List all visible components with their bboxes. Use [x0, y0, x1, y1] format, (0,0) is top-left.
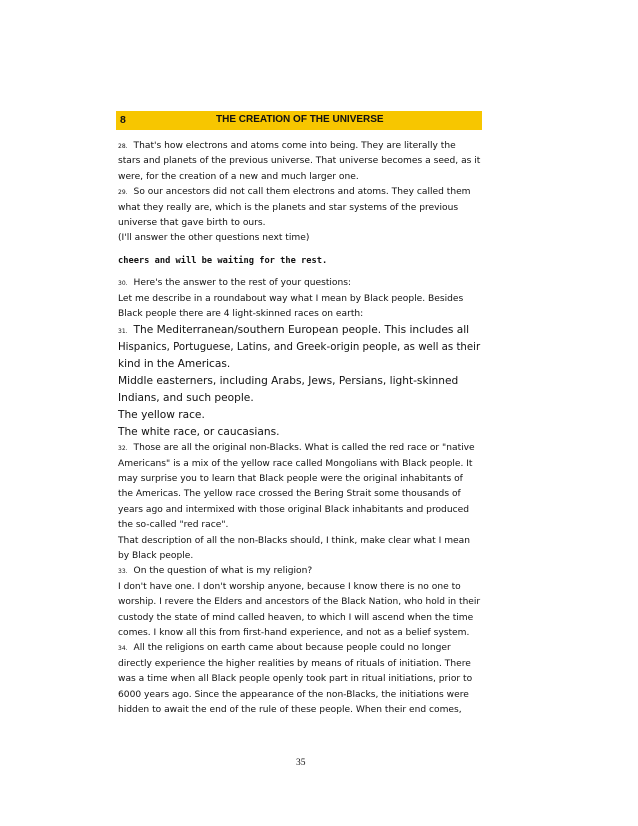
text-line [118, 231, 480, 246]
line-text: All the religions on earth came about because people could no longer [133, 643, 451, 654]
line-text: what they really are, which is the planets and star systems of the previous [118, 202, 459, 213]
line-text: Middle easterners, including Arabs, Jews, Persians, light-skinned [118, 375, 459, 388]
text-line [118, 373, 480, 390]
text-line [118, 472, 480, 487]
paragraph-number: 34. [118, 645, 128, 653]
line-text: were, for the creation of a new and much larger one. [118, 171, 359, 182]
line-text: the so-called "red race". [118, 520, 229, 531]
line-text: Here's the answer to the rest of your questions: [133, 278, 352, 289]
text-line [118, 503, 480, 518]
text-line [118, 185, 480, 200]
text-line [118, 170, 480, 185]
line-text: The yellow race. [118, 409, 205, 422]
line-text: comes. I know all this from first-hand experience, and not as a belief system. [118, 627, 470, 638]
text-line [118, 549, 480, 564]
text-line [118, 595, 481, 610]
paragraph-number: 33. [118, 568, 128, 576]
text-line [118, 307, 480, 322]
body-text [118, 139, 480, 718]
text-line [118, 216, 480, 231]
line-text: The Mediterranean/southern European people. This includes all [133, 324, 470, 337]
line-text: Let me describe in a roundabout way what I mean by Black people. Besides [118, 293, 464, 304]
text-line [118, 276, 480, 291]
line-text: hidden to await the end of the rule of these people. When their end comes, [118, 704, 462, 715]
text-line [118, 254, 480, 269]
line-text: 6000 years ago. Since the appearance of the non-Blacks, the initiations were [118, 689, 469, 700]
line-text: the Americas. The yellow race crossed the Bering Strait some thousands of [118, 489, 461, 500]
text-line [118, 154, 480, 169]
paragraph-number: 28. [118, 143, 128, 150]
text-line [118, 441, 480, 456]
line-text: The white race, or caucasians. [118, 426, 280, 439]
paragraph-number: 32. [118, 445, 128, 453]
line-text: worship. I revere the Elders and ancestors of the Black Nation, who hold in their [118, 597, 481, 608]
line-text: That's how electrons and atoms come into being. They are literally the [133, 141, 456, 151]
chapter-number: 8 [120, 114, 126, 126]
text-line [118, 626, 480, 641]
text-line [118, 518, 480, 533]
paragraph-gap [118, 247, 480, 254]
chapter-title: THE CREATION OF THE UNIVERSE [216, 114, 384, 125]
line-text: by Black people. [118, 551, 194, 562]
line-text: So our ancestors did not call them electrons and atoms. They called them [133, 187, 471, 198]
line-text: That description of all the non-Blacks should, I think, make clear what I mean [118, 535, 470, 546]
line-text: kind in the Americas. [118, 358, 231, 371]
text-line [118, 390, 480, 407]
text-line [118, 534, 480, 549]
text-line [118, 703, 480, 718]
line-text: (I'll answer the other questions next time) [118, 233, 310, 244]
line-text: Hispanics, Portuguese, Latins, and Greek-origin people, as well as their [118, 341, 481, 354]
line-text: was a time when all Black people openly took part in ritual initiations, prior to [118, 674, 473, 685]
text-line [118, 339, 481, 356]
line-text: stars and planets of the previous universe. That universe becomes a seed, as it [118, 156, 481, 167]
text-line [118, 356, 480, 373]
line-text: cheers and will be waiting for the rest. [118, 255, 328, 266]
line-text: universe that gave birth to ours. [118, 217, 266, 228]
text-line [118, 564, 480, 579]
paragraph-number: 29. [118, 189, 128, 197]
text-line [118, 688, 480, 703]
line-text: Those are all the original non-Blacks. What is called the red race or "native [133, 443, 475, 454]
text-line [118, 611, 480, 626]
text-line [118, 672, 480, 687]
text-line [118, 580, 480, 595]
text-line [118, 457, 480, 472]
text-line [118, 292, 480, 307]
text-line [118, 487, 480, 502]
line-text: may surprise you to learn that Black people were the original inhabitants of [118, 474, 463, 485]
line-text: custody the state of mind called heaven, to which I will ascend when the time [118, 612, 474, 623]
line-text: On the question of what is my religion? [133, 566, 313, 577]
line-text: I don't have one. I don't worship anyone, because I know there is no one to [118, 581, 461, 592]
chapter-header-bar [116, 111, 482, 130]
text-line [118, 322, 480, 339]
paragraph-number: 31. [118, 328, 128, 336]
page-number: 35 [296, 758, 306, 768]
text-line [118, 641, 480, 656]
line-text: directly experience the higher realities by means of rituals of initiation. There [118, 658, 471, 669]
text-line [118, 424, 480, 441]
paragraph-number: 30. [118, 280, 128, 288]
line-text: Black people there are 4 light-skinned races on earth: [118, 308, 364, 319]
text-line [118, 657, 480, 672]
line-text: Americans" is a mix of the yellow race called Mongolians with Black people. It [118, 458, 473, 469]
text-line [118, 139, 480, 154]
text-line [118, 201, 480, 216]
text-line [118, 407, 480, 424]
paragraph-gap [118, 269, 480, 276]
line-text: Indians, and such people. [118, 392, 254, 405]
line-text: years ago and intermixed with those original Black inhabitants and produced [118, 504, 469, 515]
